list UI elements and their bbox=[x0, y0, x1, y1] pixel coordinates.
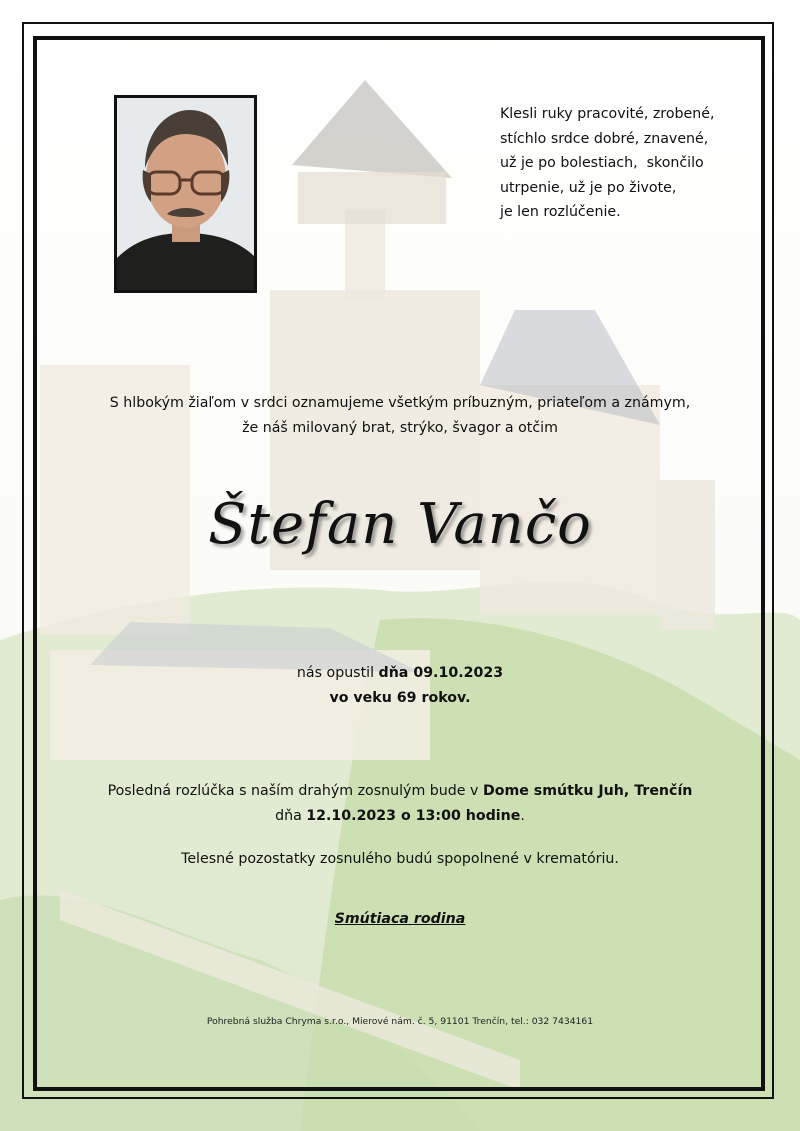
funeral-date-line bbox=[0, 804, 800, 829]
funeral-suffix: . bbox=[520, 807, 525, 824]
funeral-place: Dome smútku Juh, Trenčín bbox=[482, 783, 693, 799]
poem-line: stíchlo srdce dobré, znavené, bbox=[500, 130, 709, 147]
funeral-date-prefix: dňa bbox=[275, 807, 307, 824]
funeral-info bbox=[0, 779, 800, 828]
funeral-service-footer: Pohrebná služba Chryma s.r.o., Mierové nám. č. 5, 91101 Trenčín, tel.: 032 7434161 bbox=[206, 1016, 594, 1027]
announcement bbox=[0, 391, 800, 440]
poem-line: utrpenie, už je po živote, bbox=[500, 179, 677, 196]
funeral-place-line bbox=[0, 779, 800, 804]
announcement-line-1: S hlbokým žiaľom v srdci oznamujeme všetkým príbuzným, priateľom a známym, bbox=[109, 395, 691, 411]
death-date: dňa 09.10.2023 bbox=[378, 665, 504, 681]
poem-line: je len rozlúčenie. bbox=[500, 204, 621, 220]
family-signature: Smútiaca rodina bbox=[334, 911, 466, 927]
poem-line: už je po bolestiach, skončilo bbox=[500, 155, 704, 171]
death-age: vo veku 69 rokov. bbox=[329, 690, 471, 706]
remains-note: Telesné pozostatky zosnulého budú spopolnené v krematóriu. bbox=[181, 851, 619, 867]
deceased-name: Štefan Vančo bbox=[208, 492, 592, 557]
funeral-datetime: 12.10.2023 o 13:00 hodine bbox=[306, 807, 521, 824]
death-prefix: nás opustil bbox=[296, 665, 379, 681]
poem bbox=[500, 102, 760, 225]
poem-line: Klesli ruky pracovité, zrobené, bbox=[500, 106, 715, 122]
announcement-line-2: že náš milovaný brat, strýko, švagor a otčim bbox=[242, 419, 558, 436]
death-date-line bbox=[0, 661, 800, 686]
portrait-illustration bbox=[117, 98, 254, 290]
death-info bbox=[0, 661, 800, 711]
portrait-photo bbox=[114, 95, 257, 293]
funeral-prefix: Posledná rozlúčka s naším drahým zosnulým bude v bbox=[107, 783, 483, 799]
